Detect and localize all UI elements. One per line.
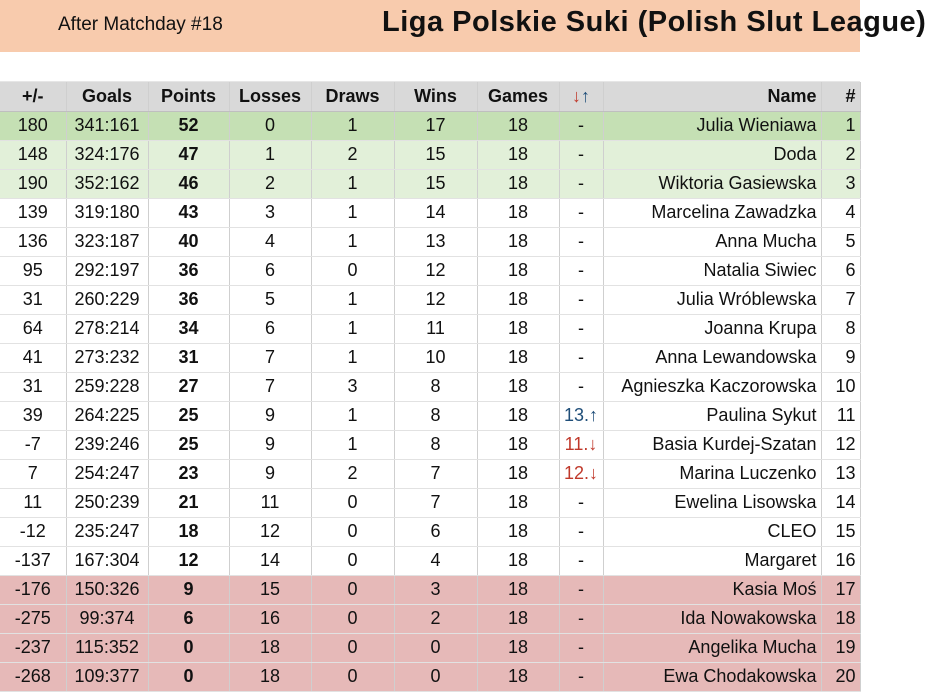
cell-points[interactable]: 21 bbox=[148, 488, 229, 517]
cell-diff[interactable]: -12 bbox=[0, 517, 66, 546]
cell-games[interactable]: 18 bbox=[477, 662, 559, 691]
cell-losses[interactable]: 5 bbox=[229, 285, 311, 314]
cell-goals[interactable]: 239:246 bbox=[66, 430, 148, 459]
cell-games[interactable]: 18 bbox=[477, 140, 559, 169]
cell-games[interactable]: 18 bbox=[477, 633, 559, 662]
col-header-points[interactable]: Points bbox=[148, 82, 229, 111]
cell-games[interactable]: 18 bbox=[477, 488, 559, 517]
cell-movement[interactable]: - bbox=[559, 314, 603, 343]
cell-position[interactable]: 1 bbox=[821, 111, 860, 140]
cell-movement[interactable]: - bbox=[559, 372, 603, 401]
cell-movement[interactable]: - bbox=[559, 517, 603, 546]
cell-name[interactable]: Marcelina Zawadzka bbox=[603, 198, 821, 227]
cell-points[interactable]: 25 bbox=[148, 401, 229, 430]
cell-games[interactable]: 18 bbox=[477, 459, 559, 488]
cell-losses[interactable]: 4 bbox=[229, 227, 311, 256]
cell-diff[interactable]: 11 bbox=[0, 488, 66, 517]
cell-movement[interactable]: - bbox=[559, 227, 603, 256]
cell-diff[interactable]: 41 bbox=[0, 343, 66, 372]
cell-games[interactable]: 18 bbox=[477, 546, 559, 575]
cell-name[interactable]: Ewa Chodakowska bbox=[603, 662, 821, 691]
cell-points[interactable]: 12 bbox=[148, 546, 229, 575]
cell-draws[interactable]: 0 bbox=[311, 517, 394, 546]
cell-games[interactable]: 18 bbox=[477, 430, 559, 459]
cell-wins[interactable]: 4 bbox=[394, 546, 477, 575]
cell-name[interactable]: Kasia Moś bbox=[603, 575, 821, 604]
cell-draws[interactable]: 0 bbox=[311, 546, 394, 575]
cell-losses[interactable]: 6 bbox=[229, 314, 311, 343]
cell-points[interactable]: 27 bbox=[148, 372, 229, 401]
table-row bbox=[0, 256, 860, 285]
table-row bbox=[0, 140, 860, 169]
cell-losses[interactable]: 7 bbox=[229, 372, 311, 401]
cell-movement[interactable]: 12.↓ bbox=[559, 459, 603, 488]
cell-draws[interactable]: 1 bbox=[311, 314, 394, 343]
cell-draws[interactable]: 1 bbox=[311, 169, 394, 198]
cell-wins[interactable]: 0 bbox=[394, 633, 477, 662]
cell-games[interactable]: 18 bbox=[477, 517, 559, 546]
cell-points[interactable]: 52 bbox=[148, 111, 229, 140]
cell-goals[interactable]: 341:161 bbox=[66, 111, 148, 140]
cell-name[interactable]: Julia Wróblewska bbox=[603, 285, 821, 314]
cell-points[interactable]: 0 bbox=[148, 662, 229, 691]
cell-diff[interactable]: 7 bbox=[0, 459, 66, 488]
table-row bbox=[0, 198, 860, 227]
cell-wins[interactable]: 8 bbox=[394, 372, 477, 401]
cell-points[interactable]: 31 bbox=[148, 343, 229, 372]
cell-diff[interactable]: 64 bbox=[0, 314, 66, 343]
cell-points[interactable]: 40 bbox=[148, 227, 229, 256]
cell-movement[interactable]: - bbox=[559, 111, 603, 140]
table-row bbox=[0, 459, 860, 488]
cell-losses[interactable]: 0 bbox=[229, 111, 311, 140]
cell-movement[interactable]: - bbox=[559, 546, 603, 575]
cell-wins[interactable]: 15 bbox=[394, 169, 477, 198]
cell-points[interactable]: 6 bbox=[148, 604, 229, 633]
cell-position[interactable]: 17 bbox=[821, 575, 860, 604]
cell-games[interactable]: 18 bbox=[477, 575, 559, 604]
cell-position[interactable]: 2 bbox=[821, 140, 860, 169]
cell-losses[interactable]: 9 bbox=[229, 430, 311, 459]
cell-diff[interactable]: -176 bbox=[0, 575, 66, 604]
cell-name[interactable]: Wiktoria Gasiewska bbox=[603, 169, 821, 198]
cell-points[interactable]: 47 bbox=[148, 140, 229, 169]
cell-goals[interactable]: 109:377 bbox=[66, 662, 148, 691]
cell-draws[interactable]: 1 bbox=[311, 343, 394, 372]
cell-name[interactable]: CLEO bbox=[603, 517, 821, 546]
cell-position[interactable]: 9 bbox=[821, 343, 860, 372]
cell-draws[interactable]: 2 bbox=[311, 140, 394, 169]
cell-movement[interactable]: - bbox=[559, 488, 603, 517]
table-row bbox=[0, 343, 860, 372]
cell-games[interactable]: 18 bbox=[477, 604, 559, 633]
cell-goals[interactable]: 99:374 bbox=[66, 604, 148, 633]
cell-losses[interactable]: 2 bbox=[229, 169, 311, 198]
cell-diff[interactable]: 39 bbox=[0, 401, 66, 430]
cell-movement[interactable]: 11.↓ bbox=[559, 430, 603, 459]
cell-position[interactable]: 6 bbox=[821, 256, 860, 285]
cell-goals[interactable]: 150:326 bbox=[66, 575, 148, 604]
cell-points[interactable]: 23 bbox=[148, 459, 229, 488]
empty-row[interactable] bbox=[0, 52, 860, 82]
cell-draws[interactable]: 1 bbox=[311, 227, 394, 256]
cell-position[interactable]: 18 bbox=[821, 604, 860, 633]
cell-draws[interactable]: 1 bbox=[311, 401, 394, 430]
col-header-goals[interactable]: Goals bbox=[66, 82, 148, 111]
col-header-diff[interactable]: +/- bbox=[0, 82, 66, 111]
cell-name[interactable]: Paulina Sykut bbox=[603, 401, 821, 430]
table-row bbox=[0, 372, 860, 401]
cell-wins[interactable]: 2 bbox=[394, 604, 477, 633]
cell-position[interactable]: 7 bbox=[821, 285, 860, 314]
arrow-down-icon: ↓ bbox=[572, 85, 581, 106]
cell-goals[interactable]: 323:187 bbox=[66, 227, 148, 256]
standings-body bbox=[0, 111, 860, 691]
cell-wins[interactable]: 7 bbox=[394, 488, 477, 517]
cell-diff[interactable]: 31 bbox=[0, 285, 66, 314]
cell-position[interactable]: 10 bbox=[821, 372, 860, 401]
cell-games[interactable]: 18 bbox=[477, 343, 559, 372]
cell-points[interactable]: 43 bbox=[148, 198, 229, 227]
table-row bbox=[0, 517, 860, 546]
cell-position[interactable]: 3 bbox=[821, 169, 860, 198]
cell-goals[interactable]: 167:304 bbox=[66, 546, 148, 575]
cell-games[interactable]: 18 bbox=[477, 314, 559, 343]
cell-position[interactable]: 4 bbox=[821, 198, 860, 227]
cell-movement[interactable]: - bbox=[559, 256, 603, 285]
cell-draws[interactable]: 1 bbox=[311, 430, 394, 459]
cell-points[interactable]: 9 bbox=[148, 575, 229, 604]
cell-name[interactable]: Agnieszka Kaczorowska bbox=[603, 372, 821, 401]
cell-points[interactable]: 18 bbox=[148, 517, 229, 546]
cell-draws[interactable]: 0 bbox=[311, 575, 394, 604]
cell-wins[interactable]: 10 bbox=[394, 343, 477, 372]
cell-points[interactable]: 46 bbox=[148, 169, 229, 198]
cell-goals[interactable]: 254:247 bbox=[66, 459, 148, 488]
title-bar bbox=[0, 0, 926, 52]
cell-losses[interactable]: 11 bbox=[229, 488, 311, 517]
cell-name[interactable]: Anna Lewandowska bbox=[603, 343, 821, 372]
cell-diff[interactable]: -268 bbox=[0, 662, 66, 691]
cell-losses[interactable]: 6 bbox=[229, 256, 311, 285]
cell-draws[interactable]: 3 bbox=[311, 372, 394, 401]
cell-losses[interactable]: 15 bbox=[229, 575, 311, 604]
cell-name[interactable]: Angelika Mucha bbox=[603, 633, 821, 662]
cell-draws[interactable]: 2 bbox=[311, 459, 394, 488]
cell-points[interactable]: 36 bbox=[148, 256, 229, 285]
cell-name[interactable]: Ida Nowakowska bbox=[603, 604, 821, 633]
cell-diff[interactable]: -275 bbox=[0, 604, 66, 633]
cell-draws[interactable]: 0 bbox=[311, 604, 394, 633]
table-row bbox=[0, 633, 860, 662]
cell-wins[interactable]: 7 bbox=[394, 459, 477, 488]
table-row bbox=[0, 285, 860, 314]
cell-position[interactable]: 16 bbox=[821, 546, 860, 575]
cell-goals[interactable]: 278:214 bbox=[66, 314, 148, 343]
cell-points[interactable]: 34 bbox=[148, 314, 229, 343]
cell-goals[interactable]: 273:232 bbox=[66, 343, 148, 372]
col-header-name[interactable]: Name bbox=[603, 82, 821, 111]
cell-goals[interactable]: 115:352 bbox=[66, 633, 148, 662]
cell-losses[interactable]: 12 bbox=[229, 517, 311, 546]
cell-position[interactable]: 14 bbox=[821, 488, 860, 517]
cell-wins[interactable]: 12 bbox=[394, 285, 477, 314]
cell-goals[interactable]: 260:229 bbox=[66, 285, 148, 314]
cell-name[interactable]: Joanna Krupa bbox=[603, 314, 821, 343]
col-header-movement[interactable] bbox=[559, 82, 603, 111]
cell-movement[interactable]: 13.↑ bbox=[559, 401, 603, 430]
cell-losses[interactable]: 16 bbox=[229, 604, 311, 633]
cell-losses[interactable]: 3 bbox=[229, 198, 311, 227]
cell-goals[interactable]: 292:197 bbox=[66, 256, 148, 285]
cell-goals[interactable]: 259:228 bbox=[66, 372, 148, 401]
table-row bbox=[0, 111, 860, 140]
cell-name[interactable]: Julia Wieniawa bbox=[603, 111, 821, 140]
cell-goals[interactable]: 250:239 bbox=[66, 488, 148, 517]
cell-draws[interactable]: 1 bbox=[311, 285, 394, 314]
league-title: Liga Polskie Suki (Polish Slut League) bbox=[382, 6, 926, 38]
cell-draws[interactable]: 0 bbox=[311, 633, 394, 662]
cell-games[interactable]: 18 bbox=[477, 227, 559, 256]
cell-games[interactable]: 18 bbox=[477, 372, 559, 401]
cell-position[interactable]: 5 bbox=[821, 227, 860, 256]
cell-movement[interactable]: - bbox=[559, 633, 603, 662]
cell-position[interactable]: 13 bbox=[821, 459, 860, 488]
table-row bbox=[0, 604, 860, 633]
cell-wins[interactable]: 8 bbox=[394, 401, 477, 430]
cell-draws[interactable]: 0 bbox=[311, 256, 394, 285]
cell-diff[interactable]: 31 bbox=[0, 372, 66, 401]
cell-movement[interactable]: - bbox=[559, 662, 603, 691]
cell-name[interactable]: Marina Luczenko bbox=[603, 459, 821, 488]
cell-goals[interactable]: 352:162 bbox=[66, 169, 148, 198]
cell-diff[interactable]: 136 bbox=[0, 227, 66, 256]
cell-wins[interactable]: 6 bbox=[394, 517, 477, 546]
cell-name[interactable]: Anna Mucha bbox=[603, 227, 821, 256]
cell-games[interactable]: 18 bbox=[477, 256, 559, 285]
cell-games[interactable]: 18 bbox=[477, 401, 559, 430]
cell-wins[interactable]: 8 bbox=[394, 430, 477, 459]
col-header-wins[interactable]: Wins bbox=[394, 82, 477, 111]
cell-losses[interactable]: 14 bbox=[229, 546, 311, 575]
col-header-draws[interactable]: Draws bbox=[311, 82, 394, 111]
header-row bbox=[0, 82, 860, 111]
col-header-games[interactable]: Games bbox=[477, 82, 559, 111]
cell-wins[interactable]: 13 bbox=[394, 227, 477, 256]
matchday-label: After Matchday #18 bbox=[58, 14, 223, 35]
cell-wins[interactable]: 11 bbox=[394, 314, 477, 343]
cell-movement[interactable]: - bbox=[559, 285, 603, 314]
cell-wins[interactable]: 14 bbox=[394, 198, 477, 227]
cell-diff[interactable]: 139 bbox=[0, 198, 66, 227]
cell-losses[interactable]: 1 bbox=[229, 140, 311, 169]
cell-diff[interactable]: -137 bbox=[0, 546, 66, 575]
cell-draws[interactable]: 0 bbox=[311, 488, 394, 517]
cell-name[interactable]: Margaret bbox=[603, 546, 821, 575]
cell-losses[interactable]: 9 bbox=[229, 401, 311, 430]
cell-wins[interactable]: 15 bbox=[394, 140, 477, 169]
cell-draws[interactable]: 0 bbox=[311, 662, 394, 691]
cell-movement[interactable]: - bbox=[559, 169, 603, 198]
cell-position[interactable]: 12 bbox=[821, 430, 860, 459]
cell-goals[interactable]: 324:176 bbox=[66, 140, 148, 169]
cell-losses[interactable]: 9 bbox=[229, 459, 311, 488]
cell-position[interactable]: 11 bbox=[821, 401, 860, 430]
cell-losses[interactable]: 7 bbox=[229, 343, 311, 372]
col-header-position[interactable]: # bbox=[821, 82, 860, 111]
cell-diff[interactable]: 148 bbox=[0, 140, 66, 169]
table-row bbox=[0, 430, 860, 459]
table-row bbox=[0, 314, 860, 343]
cell-position[interactable]: 15 bbox=[821, 517, 860, 546]
cell-movement[interactable]: - bbox=[559, 575, 603, 604]
cell-points[interactable]: 0 bbox=[148, 633, 229, 662]
cell-position[interactable]: 8 bbox=[821, 314, 860, 343]
arrow-up-icon: ↑ bbox=[581, 85, 590, 106]
cell-losses[interactable]: 18 bbox=[229, 662, 311, 691]
cell-diff[interactable]: 95 bbox=[0, 256, 66, 285]
table-row bbox=[0, 575, 860, 604]
cell-movement[interactable]: - bbox=[559, 198, 603, 227]
cell-diff[interactable]: 190 bbox=[0, 169, 66, 198]
cell-points[interactable]: 36 bbox=[148, 285, 229, 314]
cell-wins[interactable]: 0 bbox=[394, 662, 477, 691]
cell-draws[interactable]: 1 bbox=[311, 198, 394, 227]
cell-games[interactable]: 18 bbox=[477, 111, 559, 140]
cell-movement[interactable]: - bbox=[559, 343, 603, 372]
cell-movement[interactable]: - bbox=[559, 604, 603, 633]
cell-wins[interactable]: 12 bbox=[394, 256, 477, 285]
cell-position[interactable]: 19 bbox=[821, 633, 860, 662]
cell-position[interactable]: 20 bbox=[821, 662, 860, 691]
cell-name[interactable]: Ewelina Lisowska bbox=[603, 488, 821, 517]
table-row bbox=[0, 546, 860, 575]
cell-games[interactable]: 18 bbox=[477, 169, 559, 198]
table-row bbox=[0, 227, 860, 256]
cell-games[interactable]: 18 bbox=[477, 198, 559, 227]
table-row bbox=[0, 169, 860, 198]
cell-games[interactable]: 18 bbox=[477, 285, 559, 314]
cell-name[interactable]: Basia Kurdej-Szatan bbox=[603, 430, 821, 459]
cell-movement[interactable]: - bbox=[559, 140, 603, 169]
cell-name[interactable]: Doda bbox=[603, 140, 821, 169]
cell-diff[interactable]: -237 bbox=[0, 633, 66, 662]
table-row bbox=[0, 662, 860, 691]
cell-goals[interactable]: 235:247 bbox=[66, 517, 148, 546]
cell-diff[interactable]: 180 bbox=[0, 111, 66, 140]
cell-wins[interactable]: 3 bbox=[394, 575, 477, 604]
cell-goals[interactable]: 264:225 bbox=[66, 401, 148, 430]
cell-wins[interactable]: 17 bbox=[394, 111, 477, 140]
table-row bbox=[0, 488, 860, 517]
table-row bbox=[0, 401, 860, 430]
col-header-losses[interactable]: Losses bbox=[229, 82, 311, 111]
standings-table bbox=[0, 82, 861, 692]
cell-goals[interactable]: 319:180 bbox=[66, 198, 148, 227]
cell-draws[interactable]: 1 bbox=[311, 111, 394, 140]
cell-name[interactable]: Natalia Siwiec bbox=[603, 256, 821, 285]
cell-losses[interactable]: 18 bbox=[229, 633, 311, 662]
cell-points[interactable]: 25 bbox=[148, 430, 229, 459]
cell-diff[interactable]: -7 bbox=[0, 430, 66, 459]
